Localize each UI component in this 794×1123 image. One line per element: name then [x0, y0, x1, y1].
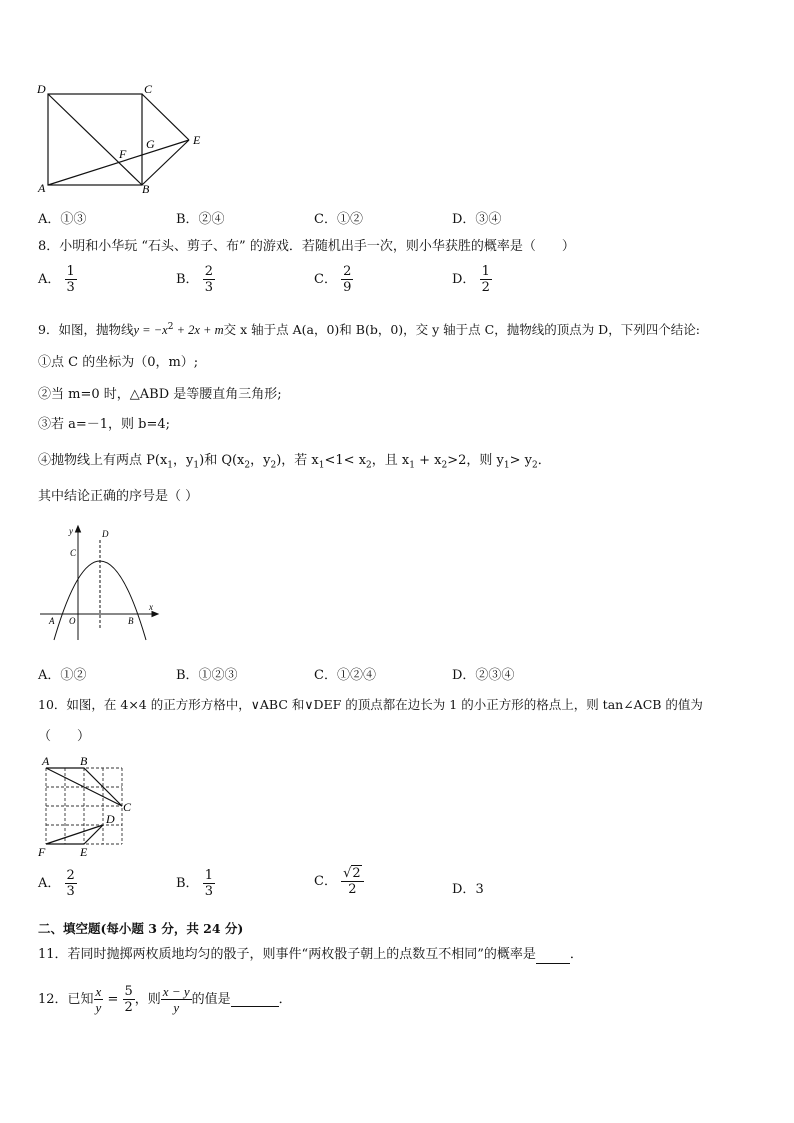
- q10-option-d-letter: D．: [452, 882, 476, 897]
- c4-part: ．: [537, 453, 551, 468]
- label-g: G: [146, 137, 155, 151]
- label-a: A: [38, 181, 46, 195]
- q9-conclusion-2: ②当 m=0 时，△ABD 是等腰直角三角形;: [38, 387, 282, 402]
- q8-option-b[interactable]: [176, 264, 215, 295]
- q10-option-a-letter: A．: [38, 876, 61, 891]
- q10-option-b-letter: B．: [176, 876, 199, 891]
- q10-option-d[interactable]: [452, 878, 484, 897]
- c4-part: > y: [509, 453, 532, 468]
- label-f: F: [119, 147, 127, 161]
- diagonal-db: [48, 94, 142, 185]
- sub: 1: [167, 460, 174, 471]
- numerator: x: [95, 984, 102, 999]
- c4-part: )，若 x: [276, 453, 319, 468]
- q9-option-c[interactable]: C．①②④: [314, 668, 376, 683]
- y-axis-arrow: [76, 526, 81, 532]
- label-c: C: [70, 548, 77, 558]
- sub: 1: [503, 460, 510, 471]
- q8-option-a-letter: A．: [38, 272, 61, 287]
- q9-option-a[interactable]: A．①②: [38, 668, 87, 683]
- triangle-def: [46, 825, 103, 844]
- c4-part: + x: [414, 453, 442, 468]
- q9-eq-y: y: [133, 323, 140, 338]
- q8-option-c-letter: C．: [314, 272, 337, 287]
- q10-figure: [36, 752, 146, 860]
- q8-option-a[interactable]: [38, 264, 77, 295]
- numerator: [341, 866, 364, 882]
- q10-option-c-letter: C．: [314, 874, 337, 889]
- q8-option-d[interactable]: [452, 264, 492, 295]
- q12-post: 的值是: [191, 992, 231, 1007]
- label-y: y: [69, 526, 73, 536]
- q9-figure: [36, 522, 166, 644]
- c4-part: <1< x: [324, 453, 367, 468]
- q11-stem: [38, 946, 583, 964]
- c4-part: ，且 x: [371, 453, 410, 468]
- q9-stem-end: 交 x 轴于点 A(a，0)和 B(b，0)，交 y 轴于点 C，抛物线的顶点为 D，下列四个结论:: [223, 322, 700, 338]
- q9-eq-rest: = −x: [139, 323, 168, 338]
- radicand: 2: [352, 866, 361, 881]
- label-a: A: [49, 616, 55, 626]
- label-d: D: [37, 82, 46, 96]
- q12-fraction-diff-over-y: [161, 984, 192, 1015]
- denominator: 3: [66, 280, 75, 295]
- sub: 1: [193, 460, 200, 471]
- sqrt-sign: √: [343, 866, 352, 881]
- label-e: E: [80, 845, 88, 859]
- label-b: B: [142, 182, 150, 195]
- q9-eq-sup: 2: [167, 322, 174, 332]
- label-b: B: [80, 754, 88, 768]
- q12-end: ．: [278, 992, 292, 1007]
- q8-option-d-letter: D．: [452, 272, 476, 287]
- label-b: B: [128, 616, 134, 626]
- denominator: 3: [66, 884, 75, 899]
- q10-stem: 10．如图，在 4×4 的正方形方格中，∨ABC 和∨DEF 的顶点都在边长为 1 的小正方形的格点上，则 tan∠ACB 的值为: [38, 697, 703, 712]
- q10-stem-bracket: （ ）: [38, 729, 91, 744]
- q8-option-c-fraction: [341, 264, 353, 295]
- numerator: 2: [343, 264, 352, 279]
- q9-option-d[interactable]: D．②③④: [452, 668, 515, 683]
- numerator: 1: [204, 868, 213, 883]
- q7-option-b[interactable]: B．②④: [176, 212, 225, 227]
- c4-part: ，y: [250, 453, 271, 468]
- denominator: 2: [124, 1000, 133, 1015]
- denominator: 2: [348, 882, 357, 897]
- q9-stem: [38, 318, 700, 339]
- q8-option-c[interactable]: [314, 264, 353, 295]
- label-f: F: [38, 845, 46, 859]
- label-d: D: [106, 812, 115, 826]
- numerator: 2: [66, 868, 75, 883]
- q9-option-b[interactable]: B．①②③: [176, 668, 238, 683]
- label-c: C: [123, 800, 132, 814]
- q11-end: ．: [569, 947, 583, 962]
- c4-part: ，y: [173, 453, 194, 468]
- numerator: 2: [204, 264, 213, 279]
- q10-option-b-fraction: [203, 868, 215, 899]
- segment-ce: [142, 94, 189, 140]
- q12-pre: 12．已知: [38, 992, 94, 1007]
- q10-option-c[interactable]: [314, 866, 364, 897]
- q9-question: 其中结论正确的序号是（ ）: [38, 489, 199, 504]
- numerator: x − y: [162, 984, 190, 999]
- q9-conclusion-1: ①点 C 的坐标为（0，m）;: [38, 355, 199, 370]
- label-c: C: [144, 82, 153, 96]
- q11-answer-blank[interactable]: [536, 949, 570, 964]
- numerator: 1: [481, 264, 490, 279]
- q7-option-a[interactable]: A．①③: [38, 212, 87, 227]
- q8-option-b-letter: B．: [176, 272, 199, 287]
- q12-mid: ，则: [134, 992, 161, 1007]
- c4-part: ④抛物线上有两点 P(x: [38, 453, 168, 468]
- denominator: y: [173, 1000, 180, 1015]
- q10-option-a[interactable]: [38, 868, 77, 899]
- q8-stem: 8．小明和小华玩 “石头、剪子、布” 的游戏．若随机出手一次，则小华获胜的概率是（ ）: [38, 239, 575, 254]
- sub: 1: [318, 460, 325, 471]
- q9-conclusion-3: ③若 a=－1，则 b=4;: [38, 417, 171, 432]
- q8-option-b-fraction: [203, 264, 215, 295]
- q12-stem: [38, 984, 292, 1016]
- denominator: 3: [204, 884, 213, 899]
- grid: [46, 768, 122, 844]
- q9-conclusion-4: [38, 452, 551, 475]
- x-axis-arrow: [152, 612, 158, 617]
- denominator: 2: [481, 280, 490, 295]
- sub: 1: [409, 460, 415, 471]
- q7-figure: [34, 80, 214, 195]
- q9-eq-tail: + 2x + m: [173, 323, 224, 338]
- denominator: 3: [204, 280, 213, 295]
- label-o: O: [69, 616, 76, 626]
- q12-eq: =: [103, 992, 123, 1007]
- q10-option-d-value: 3: [475, 882, 484, 897]
- q12-answer-blank[interactable]: [231, 992, 279, 1007]
- c4-part: )和 Q(x: [199, 453, 245, 468]
- q8-option-d-fraction: [480, 264, 492, 295]
- label-x: x: [149, 602, 153, 612]
- section-2-title: 二、填空题(每小题 3 分，共 24 分): [38, 921, 244, 936]
- sub: 2: [531, 460, 538, 471]
- sub: 2: [441, 460, 448, 471]
- q10-option-c-fraction: [341, 866, 364, 897]
- c4-part: >2，则 y: [447, 453, 504, 468]
- q10-option-b[interactable]: [176, 868, 215, 899]
- numerator: 1: [66, 264, 75, 279]
- q7-option-d[interactable]: D．③④: [452, 212, 502, 227]
- label-e: E: [193, 133, 201, 147]
- q10-option-a-fraction: [65, 868, 77, 899]
- denominator: y: [95, 1000, 102, 1015]
- denominator: 9: [343, 280, 352, 295]
- q12-fraction-5-over-2: [123, 984, 135, 1015]
- label-a: A: [42, 754, 50, 768]
- q8-option-a-fraction: [65, 264, 77, 295]
- q7-option-c[interactable]: C．①②: [314, 212, 363, 227]
- sub: 2: [270, 460, 277, 471]
- numerator: 5: [124, 984, 133, 999]
- q12-fraction-x-over-y: [94, 984, 104, 1015]
- label-d: D: [102, 529, 109, 539]
- sub: 2: [244, 460, 251, 471]
- sub: 2: [366, 460, 372, 471]
- q11-text: 11．若同时抛掷两枚质地均匀的骰子，则事件“两枚骰子朝上的点数互不相同”的概率是: [38, 947, 536, 962]
- q9-stem-start: 9．如图，抛物线: [38, 322, 134, 338]
